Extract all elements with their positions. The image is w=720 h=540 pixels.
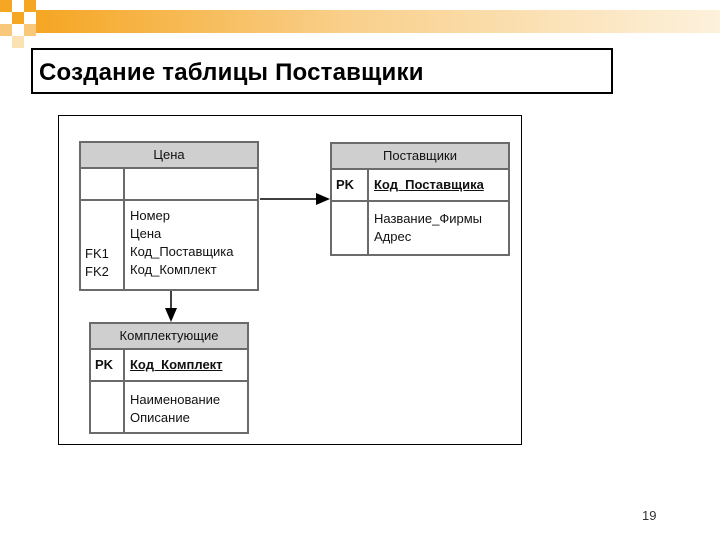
pk-label: PK (95, 357, 114, 372)
pk-label: PK (336, 177, 355, 192)
pk-attribute: Код_Комплект (130, 357, 223, 372)
entity-components-attrs (125, 382, 247, 432)
attribute: Код_Комплект (130, 262, 217, 277)
slide-title-box (31, 48, 613, 94)
attribute: Номер (130, 208, 171, 223)
page-number: 19 (642, 508, 657, 523)
entity-price (79, 141, 259, 291)
entity-price-fk-cell (81, 201, 125, 289)
entity-components (89, 322, 249, 434)
entity-price-key-cell-empty (81, 169, 125, 199)
attribute: Адрес (374, 229, 412, 244)
entity-suppliers-pk-row (332, 170, 508, 202)
entity-price-header: Цена (81, 143, 257, 169)
entity-suppliers-pk-cell (332, 170, 369, 200)
attribute: Цена (130, 226, 162, 241)
entity-components-pk-attr-cell (125, 350, 247, 380)
fk-label: FK2 (85, 264, 109, 279)
entity-price-attr-row (81, 201, 257, 289)
entity-components-header: Комплектующие (91, 324, 247, 350)
entity-price-attr-cell-empty (125, 169, 257, 199)
entity-components-key-cell-empty (91, 382, 125, 432)
entity-components-pk-cell (91, 350, 125, 380)
pk-attribute: Код_Поставщика (374, 177, 484, 192)
entity-price-attrs (125, 201, 257, 289)
attribute: Описание (130, 410, 190, 425)
entity-suppliers-pk-attr-cell (369, 170, 508, 200)
entity-suppliers-attrs (369, 202, 508, 254)
entity-price-key-row (81, 169, 257, 201)
decorative-header-band (0, 0, 720, 50)
entity-suppliers (330, 142, 510, 256)
entity-suppliers-header: Поставщики (332, 144, 508, 170)
entity-components-pk-row (91, 350, 247, 382)
entity-suppliers-attr-row (332, 202, 508, 254)
attribute: Наименование (130, 392, 221, 407)
slide-title: Создание таблицы Поставщики (39, 59, 424, 86)
attribute: Название_Фирмы (374, 211, 482, 226)
entity-components-attr-row (91, 382, 247, 432)
entity-suppliers-key-cell-empty (332, 202, 369, 254)
attribute: Код_Поставщика (130, 244, 234, 259)
fk-label: FK1 (85, 246, 109, 261)
